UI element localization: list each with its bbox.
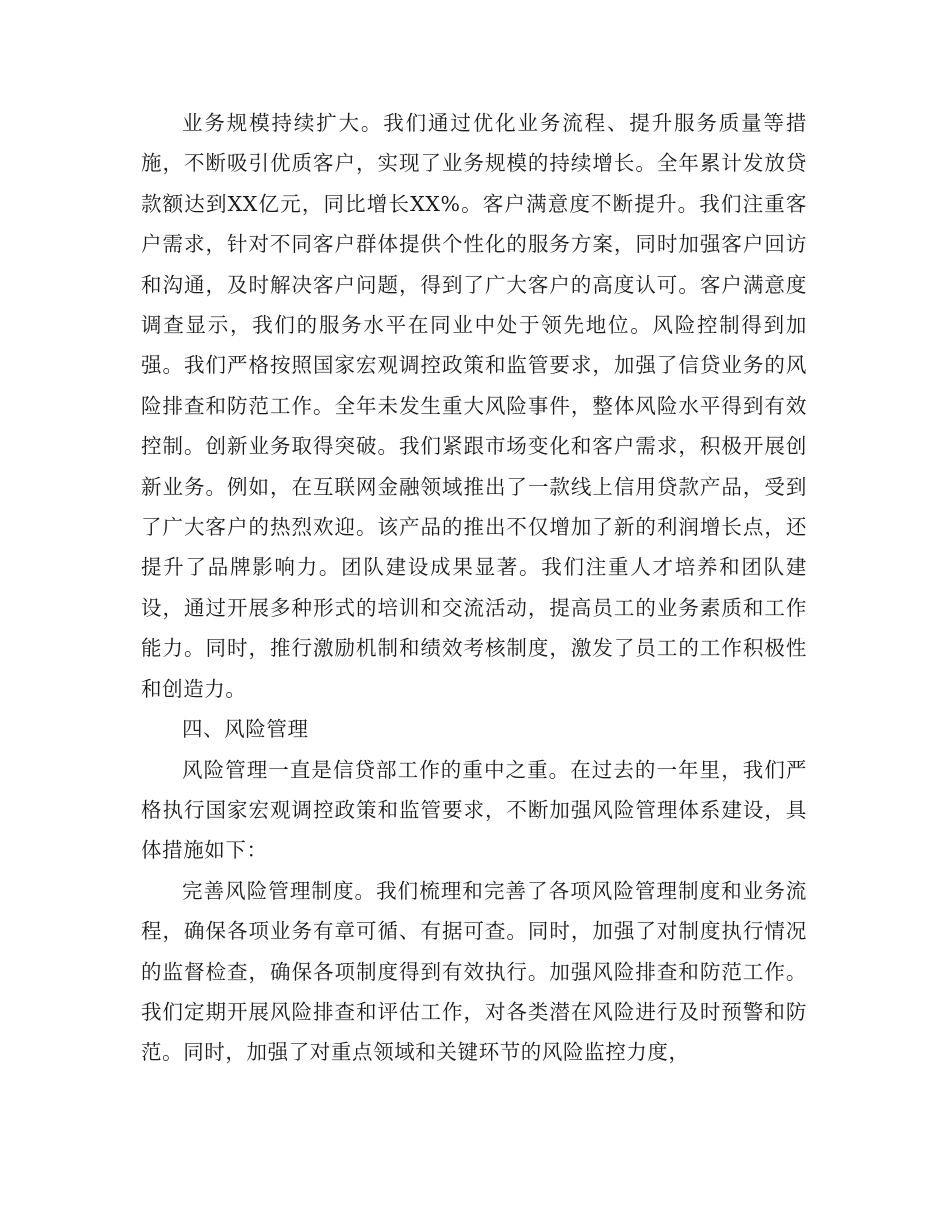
paragraph-business-review: 业务规模持续扩大。我们通过优化业务流程、提升服务质量等措施，不断吸引优质客户，实现了业务规模的持续增长。全年累计发放贷款额达到XX亿元，同比增长XX%。客户满意度不断提升。我们注重客户需求，针对不同客户群体提供个性化的服务方案，同时加强客户回访和沟通，及时解决客户问题，得到了广大客户的高度认可。客户满意度调查显示，我们的服务水平在同业中处于领先地位。风险控制得到加强。我们严格按照国家宏观调控政策和监管要求，加强了信贷业务的风险排查和防范工作。全年未发生重大风险事件，整体风险水平得到有效控制。创新业务取得突破。我们紧跟市场变化和客户需求，积极开展创新业务。例如，在互联网金融领域推出了一款线上信用贷款产品，受到了广大客户的热烈欢迎。该产品的推出不仅增加了新的利润增长点，还提升了品牌影响力。团队建设成果显著。我们注重人才培养和团队建设，通过开展多种形式的培训和交流活动，提高员工的业务素质和工作能力。同时，推行激励机制和绩效考核制度，激发了员工的工作积极性和创造力。 bbox=[141, 111, 807, 701]
section-heading-risk-management: 四、风险管理 bbox=[182, 717, 309, 742]
paragraph-risk-intro: 风险管理一直是信贷部工作的重中之重。在过去的一年里，我们严格执行国家宏观调控政策和监管要求，不断加强风险管理体系建设，具体措施如下： bbox=[141, 757, 807, 863]
paragraph-risk-measures: 完善风险管理制度。我们梳理和完善了各项风险管理制度和业务流程，确保各项业务有章可循、有据可查。同时，加强了对制度执行情况的监督检查，确保各项制度得到有效执行。加强风险排查和防范工作。我们定期开展风险排查和评估工作，对各类潜在风险进行及时预警和防范。同时，加强了对重点领域和关键环节的风险监控力度， bbox=[141, 878, 807, 1065]
document-body bbox=[141, 103, 807, 1073]
